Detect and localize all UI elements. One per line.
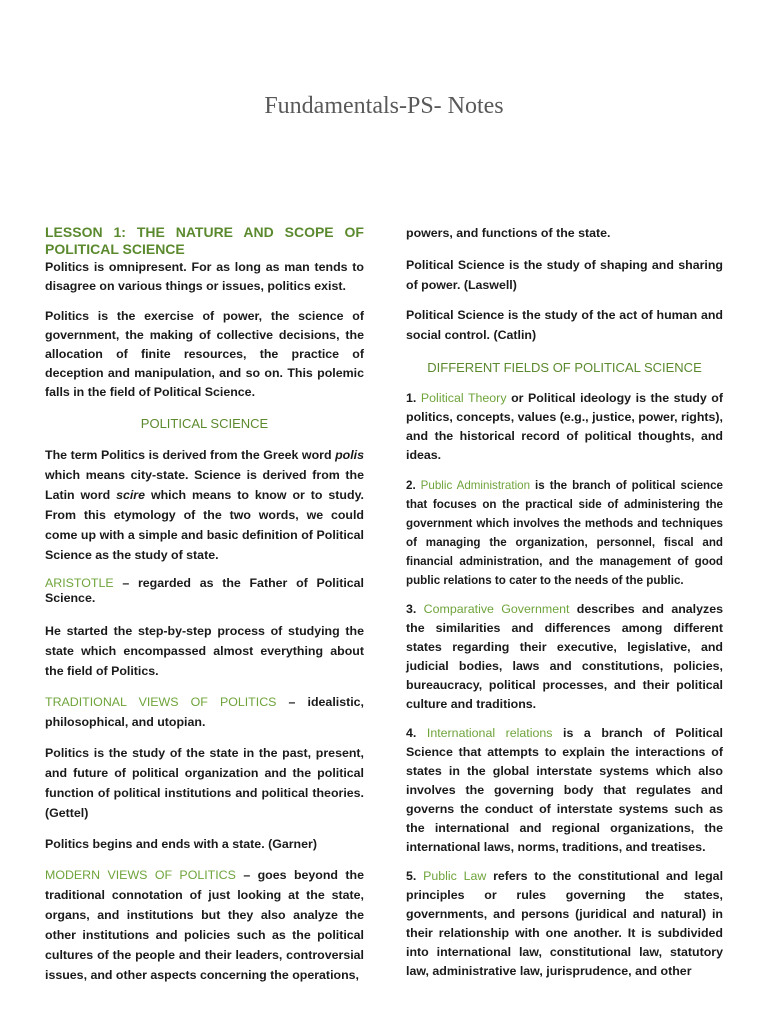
- term-scire: scire: [116, 488, 146, 502]
- term-public-administration: Public Administration: [420, 479, 531, 492]
- field-number: 1.: [406, 391, 421, 405]
- field-number: 5.: [406, 869, 424, 883]
- aristotle-description: – regarded as the Father of Political Science.: [45, 576, 364, 605]
- left-column: [45, 224, 364, 985]
- paragraph-step-by-step: He started the step-by-step process of studying the state which encompassed almost everything about the field of Politics.: [45, 624, 364, 678]
- field-comparative-government: [406, 600, 723, 714]
- modern-views-description: – goes beyond the traditional connotation of just looking at the state, organs, and institutions but they also analyze the other institutions and policies such as the political cultures of the people and their leaders, controversial issues, and other aspects concerning the operations,: [45, 868, 364, 982]
- comparative-government-description: describes and analyzes the similarities and differences among different states regarding their executive, legislative, and judicial bodies, laws and constitutions, policies, bureaucracy, political processes, and their political culture and traditions.: [406, 602, 723, 711]
- public-law-description: refers to the constitutional and legal principles or rules governing the states, governments, and persons (juridical and natural) in their relationship with one another. It is subdivided into international law, constitutional law, statutory law, administrative law, jurisprudence, and other: [406, 869, 724, 978]
- paragraph-functions-of-state: powers, and functions of the state.: [406, 226, 611, 240]
- field-number: 4.: [406, 726, 427, 740]
- paragraph-traditional-views: [45, 692, 364, 732]
- paragraph-aristotle: [45, 576, 364, 606]
- term-international-relations: International relations: [426, 726, 553, 740]
- term-aristotle: ARISTOTLE: [45, 576, 114, 590]
- lesson-heading: LESSON 1: THE NATURE AND SCOPE OF POLITICAL SCIENCE: [45, 224, 364, 257]
- international-relations-description: is a branch of Political Science that attempts to explain the interactions of states in the global interstate systems which also involves the governing body that regulates and governs the conduct of interstate systems such as the international and regional organizations, the international laws, norms, traditions, and treatises.: [406, 726, 723, 854]
- paragraph-modern-views: [45, 865, 364, 985]
- etymology-text-c: which means to know or to study. From this etymology of the two words, we could come up with a simple and basic definition of Political Science as the study of state.: [45, 488, 364, 562]
- paragraph-exercise-of-power: Politics is the exercise of power, the science of government, the making of collective decisions, the allocation of finite resources, the practice of deception and manipulation, and so on. This polemic falls in the field of Political Science.: [45, 309, 364, 399]
- field-political-theory: [406, 389, 723, 465]
- political-theory-description: or Political ideology is the study of politics, concepts, values (e.g., justice, power, rights), and the historical record of political thoughts, and ideas.: [406, 391, 723, 462]
- paragraph-garner: Politics begins and ends with a state. (Garner): [45, 837, 317, 851]
- paragraph-gettel: Politics is the study of the state in the past, present, and future of political organization and the political function of political institutions and political theories. (Gettel): [45, 746, 364, 820]
- term-public-law: Public Law: [423, 869, 487, 883]
- term-traditional-views: TRADITIONAL VIEWS OF POLITICS: [45, 695, 277, 709]
- field-public-administration: [406, 476, 723, 590]
- term-modern-views: MODERN VIEWS OF POLITICS: [45, 868, 236, 882]
- paragraph-omnipresent: Politics is omnipresent. For as long as man tends to disagree on various things or issues, politics exist.: [45, 260, 364, 293]
- page-title: Fundamentals-PS- Notes: [264, 93, 504, 119]
- paragraph-catlin: Political Science is the study of the act of human and social control. (Catlin): [406, 308, 723, 342]
- paragraph-etymology: [45, 445, 364, 565]
- term-comparative-government: Comparative Government: [423, 602, 570, 616]
- etymology-text-a: The term Politics is derived from the Greek word: [45, 448, 336, 462]
- public-administration-description: is the branch of political science that focuses on the practical side of administering the government which involves the methods and techniques of managing the organization, personnel, fiscal and financial administration, and the management of good public relations to cater to the needs of the public.: [406, 479, 723, 587]
- etymology-text-b: which means city-state. Science is derived from the Latin word: [45, 468, 364, 502]
- term-political-theory: Political Theory: [420, 391, 507, 405]
- field-international-relations: [406, 724, 723, 857]
- term-polis: polis: [335, 448, 364, 462]
- field-number: 2.: [406, 479, 421, 492]
- right-column: [406, 224, 723, 981]
- section-heading-political-science: POLITICAL SCIENCE: [140, 416, 269, 431]
- traditional-views-description: – idealistic, philosophical, and utopian.: [45, 695, 364, 729]
- section-heading-fields: DIFFERENT FIELDS OF POLITICAL SCIENCE: [427, 360, 702, 375]
- field-public-law: [406, 867, 723, 981]
- field-number: 3.: [406, 602, 424, 616]
- paragraph-laswell: Political Science is the study of shaping and sharing of power. (Laswell): [406, 258, 723, 292]
